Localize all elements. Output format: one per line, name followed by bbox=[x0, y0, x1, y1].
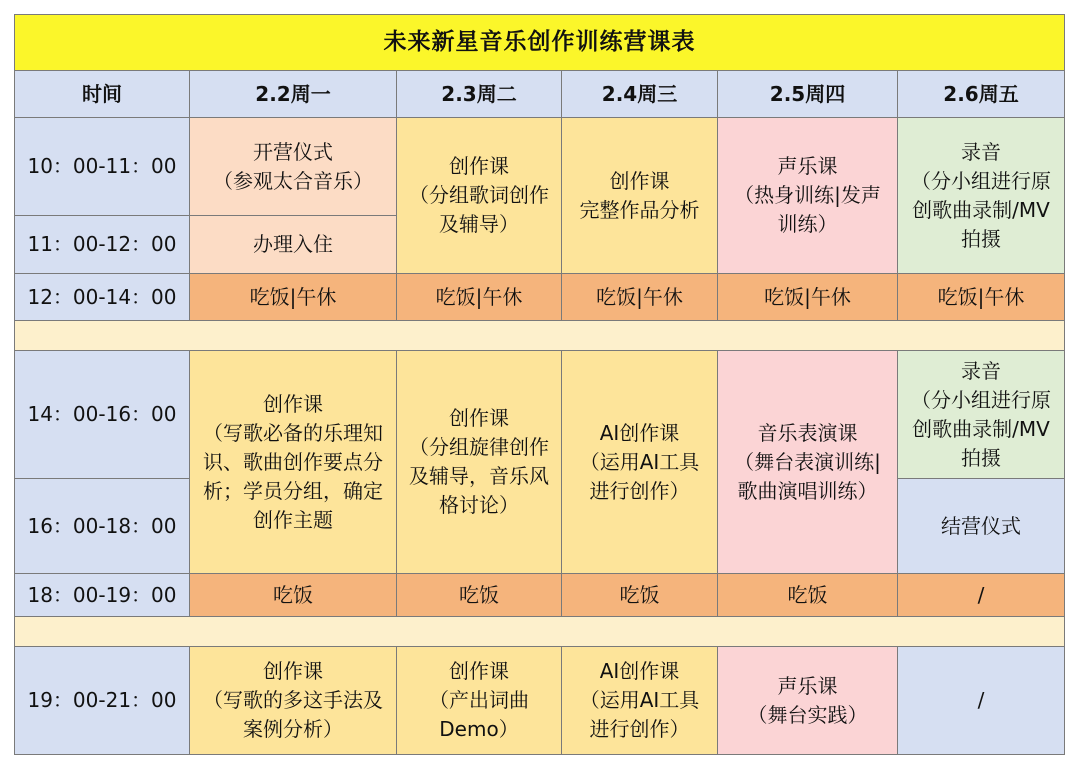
friday-lunch: 吃饭|午休 bbox=[898, 274, 1065, 321]
monday-opening-ceremony: 开营仪式 （参观太合音乐） bbox=[190, 118, 397, 216]
monday-lunch: 吃饭|午休 bbox=[190, 274, 397, 321]
header-friday: 2.6周五 bbox=[898, 71, 1065, 118]
separator-row bbox=[15, 617, 1065, 647]
monday-afternoon-class: 创作课 （写歌必备的乐理知 识、歌曲创作要点分 析；学员分组，确定 创作主题 bbox=[190, 351, 397, 574]
time-slot-16-18: 16：00-18：00 bbox=[15, 479, 190, 574]
time-slot-19-21: 19：00-21：00 bbox=[15, 647, 190, 755]
thursday-afternoon-class: 音乐表演课 （舞台表演训练| 歌曲演唱训练） bbox=[718, 351, 898, 574]
schedule-table bbox=[14, 14, 1065, 755]
monday-check-in: 办理入住 bbox=[190, 216, 397, 274]
time-slot-18-19: 18：00-19：00 bbox=[15, 574, 190, 617]
time-slot-11-12: 11：00-12：00 bbox=[15, 216, 190, 274]
wednesday-morning-class: 创作课 完整作品分析 bbox=[562, 118, 718, 274]
separator-row bbox=[15, 321, 1065, 351]
wednesday-afternoon-class: AI创作课 （运用AI工具 进行创作） bbox=[562, 351, 718, 574]
time-slot-14-16: 14：00-16：00 bbox=[15, 351, 190, 479]
friday-evening-empty: / bbox=[898, 647, 1065, 755]
friday-afternoon-recording: 录音 （分小组进行原 创歌曲录制/MV 拍摄 bbox=[898, 351, 1065, 479]
monday-evening-class: 创作课 （写歌的多这手法及 案例分析） bbox=[190, 647, 397, 755]
tuesday-dinner: 吃饭 bbox=[397, 574, 562, 617]
monday-dinner: 吃饭 bbox=[190, 574, 397, 617]
friday-dinner: / bbox=[898, 574, 1065, 617]
header-time: 时间 bbox=[15, 71, 190, 118]
tuesday-evening-class: 创作课 （产出词曲 Demo） bbox=[397, 647, 562, 755]
friday-morning-recording: 录音 （分小组进行原 创歌曲录制/MV 拍摄 bbox=[898, 118, 1065, 274]
header-tuesday: 2.3周二 bbox=[397, 71, 562, 118]
thursday-morning-class: 声乐课 （热身训练|发声 训练） bbox=[718, 118, 898, 274]
time-slot-10-11: 10：00-11：00 bbox=[15, 118, 190, 216]
time-slot-12-14: 12：00-14：00 bbox=[15, 274, 190, 321]
tuesday-lunch: 吃饭|午休 bbox=[397, 274, 562, 321]
wednesday-dinner: 吃饭 bbox=[562, 574, 718, 617]
wednesday-lunch: 吃饭|午休 bbox=[562, 274, 718, 321]
wednesday-evening-class: AI创作课 （运用AI工具 进行创作） bbox=[562, 647, 718, 755]
thursday-evening-class: 声乐课 （舞台实践） bbox=[718, 647, 898, 755]
header-wednesday: 2.4周三 bbox=[562, 71, 718, 118]
thursday-dinner: 吃饭 bbox=[718, 574, 898, 617]
schedule-title: 未来新星音乐创作训练营课表 bbox=[15, 15, 1065, 71]
tuesday-morning-class: 创作课 （分组歌词创作 及辅导） bbox=[397, 118, 562, 274]
header-thursday: 2.5周四 bbox=[718, 71, 898, 118]
tuesday-afternoon-class: 创作课 （分组旋律创作 及辅导，音乐风 格讨论） bbox=[397, 351, 562, 574]
friday-closing-ceremony: 结营仪式 bbox=[898, 479, 1065, 574]
header-monday: 2.2周一 bbox=[190, 71, 397, 118]
thursday-lunch: 吃饭|午休 bbox=[718, 274, 898, 321]
